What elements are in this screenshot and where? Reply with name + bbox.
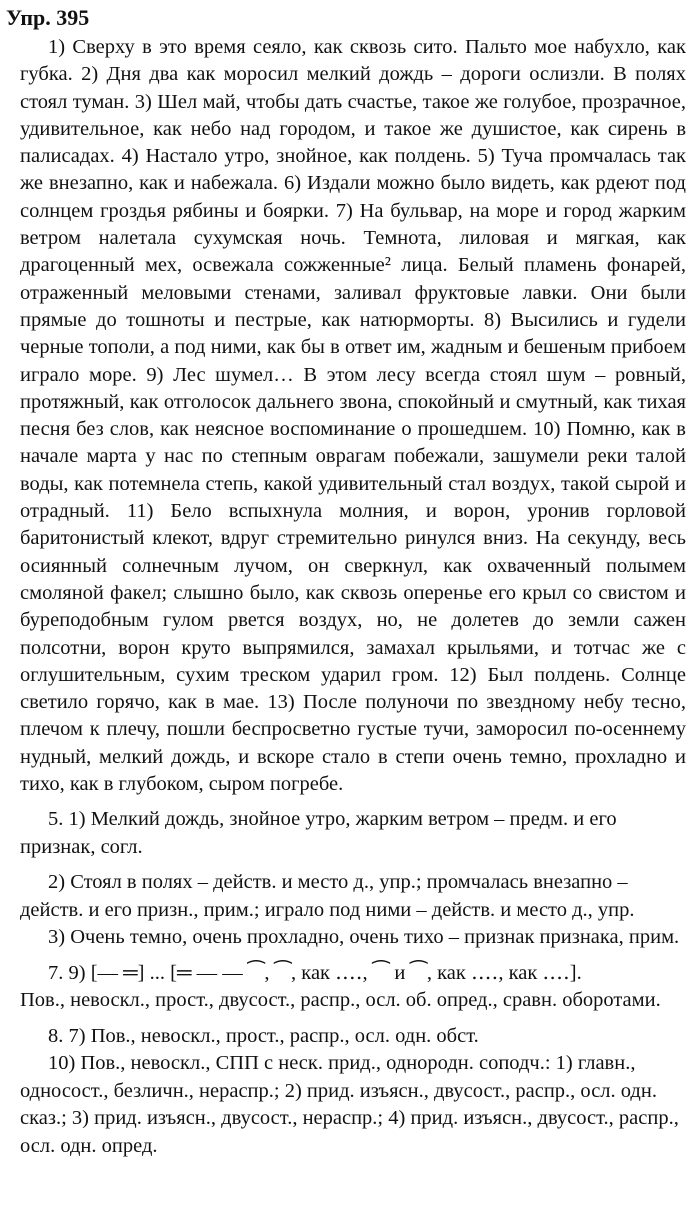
exercise-text: 1) Сверху в это время сеяло, как сквозь сито. Пальто мое набухло, как губка. 2) Дня два как моросил мелкий дождь – дороги ослизли. В полях стоял туман. 3) Шел май, чтобы дать счастье, такое же голубое, прозрачное, удивительное, как небо над городом, и такое же душистое, как сирень в палисадах. 4) Настало утро, знойное, как полдень. 5) Туча промчалась так же внезапно, как и набежала. 6) Издали можно было видеть, как рдеют под солнцем гроздья рябины и боярки. 7) На бульвар, на море и город жарким ветром налетала сухумская ночь. Темнота, лиловая и мягкая, как драгоценный мех, освежала сожженные² лица. Белый пламень фонарей, отраженный меловыми стенами, заливал фруктовые лавки. Они были прямые до тошноты и пестрые, как натюрморты. 8) Высились и гудели черные тополи, а под ними, как бы в ответ им, жадным и бешеным прибоем играло море. 9) Лес шумел… В этом лесу всегда стоял шум – ровный, протяжный, как отголосок дальнего звона, спокойный и смутный, как тихая песня без слов, как неясное воспоминание о прошедшем. 10) Помню, как в начале марта у нас по степным оврагам побежали, зашумели реки талой воды, как потемнела степь, какой удивительный стал воздух, такой сырой и отрадный. 11) Бело вспыхнула молния, и ворон, уронив горловой баритонистый клекот, вдруг стремительно ринулся вниз. На секунду, весь осиянный солнечным лучом, он сверкнул, как охваченный полымем смоляной факел; слышно было, как сквозь оперенье его крыл со свистом и буреподобным гулом рвется воздух, но, не долетев до земли сажен полсотни, ворон круто выпрямился, замахал крыльями, и тотчас же с оглушительным, сухим треском ударил гром. 12) Был полдень. Солнце светило горячо, как в мае. 13) После полуночи по звездному небу тесно, плечом к плечу, пошли беспросветно густые тучи, заморосил по-осеннему нудный, мелкий дождь, и вскоре стало в степи очень темно, прохладно и тихо, как в глубоком, сыром погребе. bbox=[20, 36, 686, 796]
analysis-5-1: 5. 1) Мелкий дождь, знойное утро, жарким ветром – предм. и его признак, согл. bbox=[20, 808, 617, 858]
analysis-8-7: 8. 7) Пов., невоскл., прост., распр., осл. одн. обст. bbox=[48, 1024, 479, 1047]
exercise-title: Упр. 395 bbox=[6, 5, 90, 30]
analysis-5-3: 3) Очень темно, очень прохладно, очень тихо – признак признака, прим. bbox=[48, 926, 680, 949]
sentence-schema-7-9: 7. 9) [— ═] ... [═ — — ⁀, ⁀, как ‥‥, ⁀ и ⁀, как ‥‥, как ‥‥]. bbox=[48, 961, 582, 984]
analysis-5-2: 2) Стоял в полях – действ. и место д., упр.; промчалась внезапно – действ. и его призн., прим.; играло под ними – действ. и место д., упр. bbox=[20, 871, 635, 921]
analysis-7-9: Пов., невоскл., прост., двусост., распр., осл. об. опред., сравн. оборотами. bbox=[20, 989, 661, 1012]
analysis-10: 10) Пов., невоскл., СПП с неск. прид., однородн. соподч.: 1) главн., односост., безличн., нераспр.; 2) прид. изъясн., двусост., распр., осл. одн. сказ.; 3) прид. изъясн., двусост., нераспр.; 4) прид. изъясн., двусост., распр., осл. одн. опред. bbox=[20, 1052, 679, 1157]
